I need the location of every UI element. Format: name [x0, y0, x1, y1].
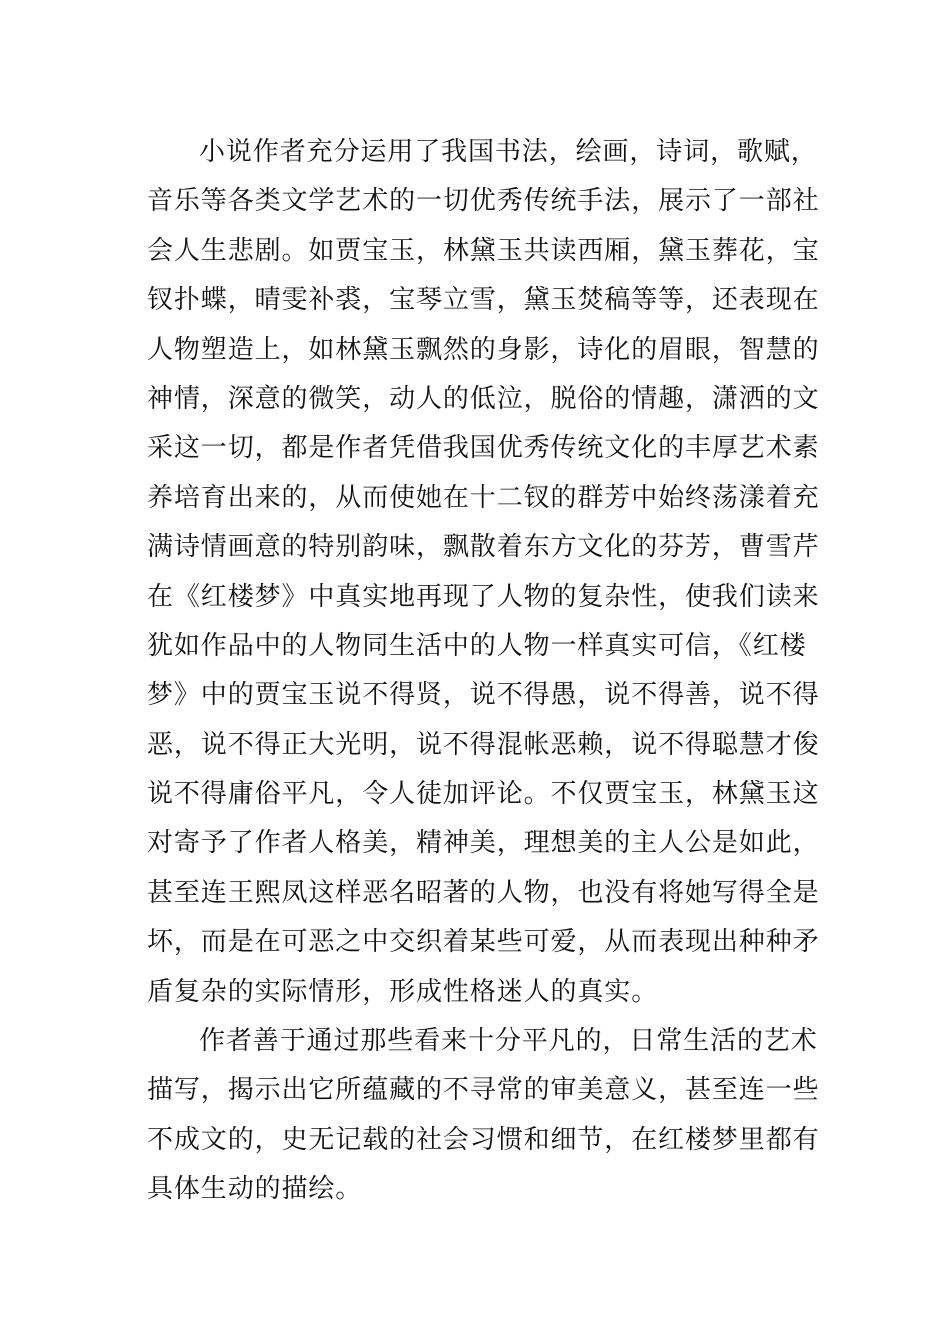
text-line: 满诗情画意的特别韵味，飘散着东方文化的芬芳，曹雪芹: [147, 532, 820, 563]
text-line: 作者善于通过那些看来十分平凡的，日常生活的艺术: [199, 1026, 818, 1057]
text-line: 盾复杂的实际情形，形成性格迷人的真实。: [147, 976, 659, 1007]
text-line: 钗扑蝶，晴雯补裘，宝琴立雪，黛玉焚稿等等，还表现在: [147, 285, 820, 316]
text-line: 不成文的，史无记载的社会习惯和细节，在红楼梦里都有: [147, 1124, 820, 1155]
text-line: 养培育出来的，从而使她在十二钗的群芳中始终荡漾着充: [147, 482, 820, 513]
text-line: 会人生悲剧。如贾宝玉，林黛玉共读西厢，黛玉葬花，宝: [147, 235, 820, 266]
text-line: 神情，深意的微笑，动人的低泣，脱俗的情趣，潇洒的文: [147, 383, 820, 414]
text-line: 小说作者充分运用了我国书法，绘画，诗词，歌赋，: [199, 137, 818, 167]
text-line: 甚至连王熙凤这样恶名昭著的人物，也没有将她写得全是: [147, 877, 820, 908]
text-line: 坏，而是在可恶之中交织着某些可爱，从而表现出种种矛: [147, 927, 820, 958]
paragraph: [147, 128, 820, 1017]
text-line: 人物塑造上，如林黛玉飘然的身影，诗化的眉眼，智慧的: [147, 334, 820, 365]
text-line: 描写，揭示出它所蕴藏的不寻常的审美意义，甚至连一些: [147, 1075, 820, 1106]
text-line: 采这一切，都是作者凭借我国优秀传统文化的丰厚艺术素: [147, 433, 820, 464]
body-text: [147, 128, 820, 1215]
text-line: 梦》中的贾宝玉说不得贤，说不得愚，说不得善，说不得: [147, 680, 820, 711]
paragraph: [147, 1017, 820, 1215]
text-line: 说不得庸俗平凡，令人徒加评论。不仅贾宝玉，林黛玉这: [147, 779, 820, 810]
text-line: 音乐等各类文学艺术的一切优秀传统手法，展示了一部社: [147, 186, 820, 217]
text-line: 恶，说不得正大光明，说不得混帐恶赖，说不得聪慧才俊: [147, 729, 820, 760]
text-line: 具体生动的描绘。: [147, 1174, 363, 1205]
text-line: 对寄予了作者人格美，精神美，理想美的主人公是如此，: [147, 828, 820, 859]
text-line: 在《红楼梦》中真实地再现了人物的复杂性，使我们读来: [147, 581, 820, 612]
text-line: 犹如作品中的人物同生活中的人物一样真实可信，《红楼: [147, 630, 807, 661]
